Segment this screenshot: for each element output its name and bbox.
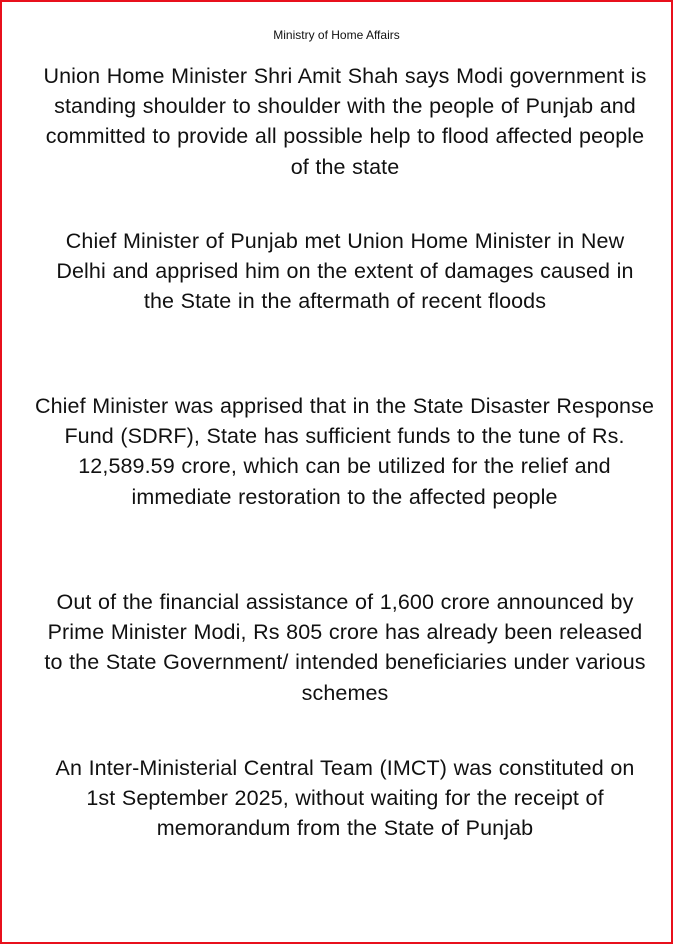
ministry-header: Ministry of Home Affairs (273, 28, 400, 42)
financial-assistance-paragraph: Out of the financial assistance of 1,600 crore announced by Prime Minister Modi, Rs 805 crore has already been released to the State Government/ intended beneficiaries under various schemes (44, 590, 646, 705)
cm-meeting-paragraph: Chief Minister of Punjab met Union Home Minister in New Delhi and apprised him on the extent of damages caused in the State in the aftermath of recent floods (56, 229, 634, 314)
headline-paragraph: Union Home Minister Shri Amit Shah says Modi government is standing shoulder to shoulder with the people of Punjab and committed to provide all possible help to flood affected people of the state (43, 64, 647, 179)
imct-paragraph: An Inter-Ministerial Central Team (IMCT) was constituted on 1st September 2025, without waiting for the receipt of memorandum from the State of Punjab (55, 756, 635, 841)
sdrf-funds-paragraph: Chief Minister was apprised that in the State Disaster Response Fund (SDRF), State has sufficient funds to the tune of Rs. 12,589.59 crore, which can be utilized for the relief and immediate restoration to the affected people (34, 394, 655, 509)
